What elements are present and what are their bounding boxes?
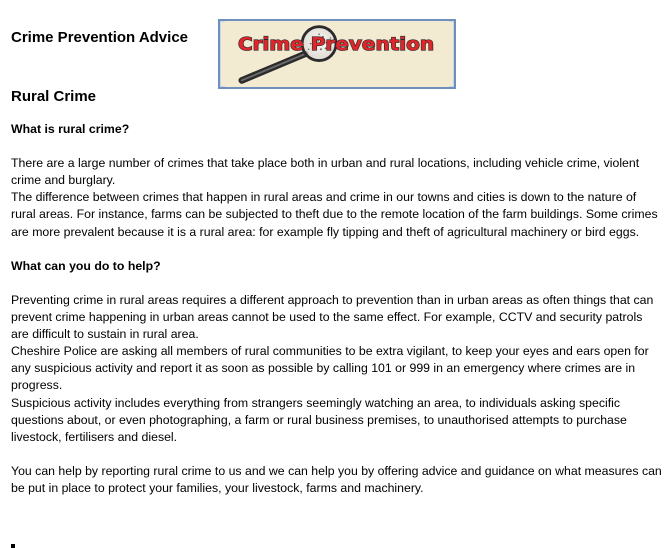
paragraph: The difference between crimes that happen in rural areas and crime in our towns and cities is down to the nature of rural areas. For instance, farms can be subjected to theft due to the remote location of the farm buildings. Some crimes are more prevalent because it is a rural area: for example fly tipping and theft of agricultural machinery or bird eggs. [11,190,658,239]
cropped-heading-fragment [11,541,25,548]
heading-what-can-you-do: What can you do to help? [11,258,161,273]
logo-text: Crime Prevention [237,34,435,56]
paragraph: Preventing crime in rural areas requires a different approach to prevention than in urban areas as often things that can prevent crime happening in urban areas cannot be used to the same effect. For example, CCTV and security patrols are difficult to sustain in rural area. [11,292,654,342]
document-title: Crime Prevention Advice [11,29,189,46]
article-body [11,121,663,497]
paragraph: Cheshire Police are asking all members of rural communities to be extra vigilant, to keep your eyes and ears open for any suspicious activity and report it as soon as possible by calling 101 or 999 in an emergency where crimes are in progress. [11,344,649,393]
heading-what-is-rural-crime: What is rural crime? [11,122,130,136]
crime-prevention-logo [218,19,456,89]
spacer [11,446,663,463]
paragraph: There are a large number of crimes that take place both in urban and rural locations, including vehicle crime, violent crime and burglary. [11,156,640,188]
closing-paragraph: You can help by reporting rural crime to us and we can help you by offering advice and guidance on what measures can be put in place to protect your families, your livestock, farms and machinery. [11,463,662,495]
paragraph: Suspicious activity includes everything from strangers seemingly watching an area, to individuals asking specific questions about, or even photographing, a farm or rural business premises, to unauthorised attempts to purchase livestock, fertilisers and diesel. [11,395,627,444]
spacer [11,275,663,292]
spacer [11,138,663,155]
section-title: Rural Crime [11,88,97,105]
spacer [11,241,663,258]
